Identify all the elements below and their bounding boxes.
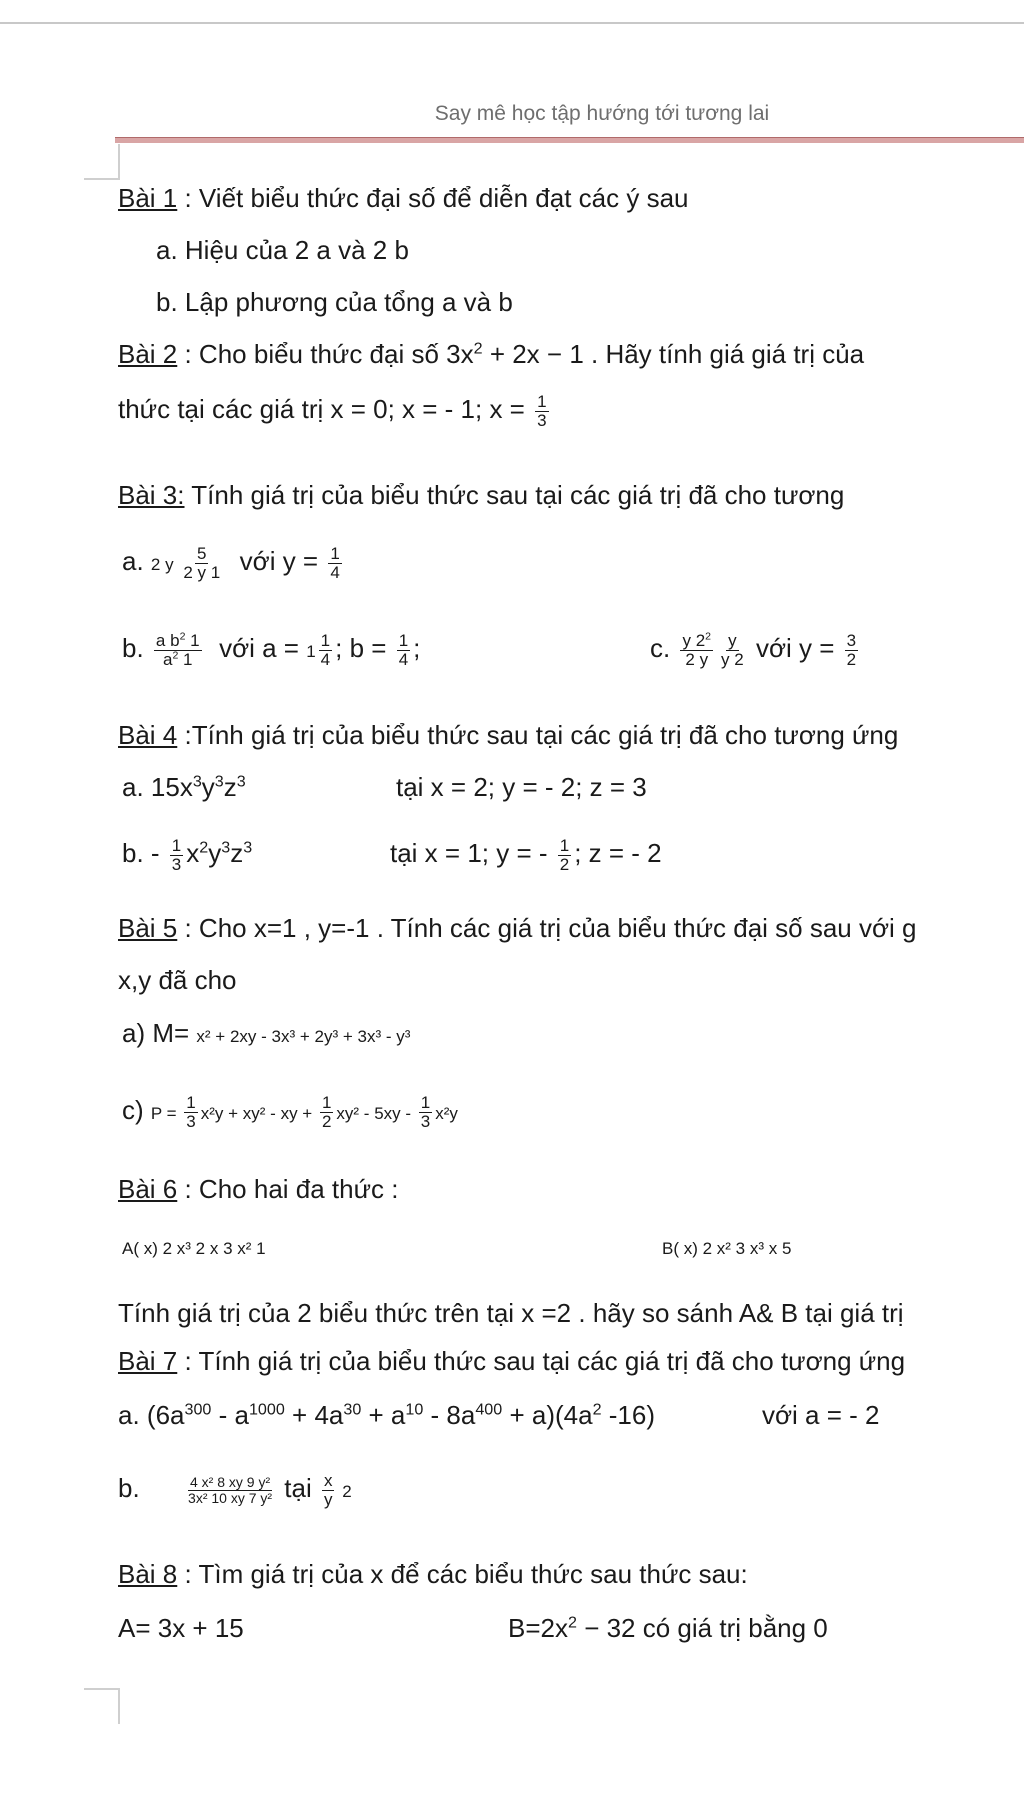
b4-b-den: 3 (171, 854, 182, 874)
b5-c-p: P = (150, 1104, 182, 1124)
b5-c-f3-den: 3 (420, 1111, 431, 1131)
b4-item-b: b. - $\frac{1}{3}$ $x^2y^3z^3$ (122, 836, 253, 874)
b3-b-den-exp: 2 (172, 649, 179, 662)
b2-fraction (535, 393, 548, 430)
b1-item-b: b. Lập phương của tổng a và b (156, 287, 513, 317)
b2-frac-den: 3 (537, 410, 547, 430)
b4-a-exp-z: 3 (236, 772, 246, 791)
b5-a-expr: x² + 2xy - 3x³ + 2y³ + 3x³ - y³ (196, 1027, 411, 1046)
b8-title: Bài 8 (118, 1559, 178, 1589)
b3-b-label: b. (122, 633, 144, 664)
b4-heading (118, 722, 898, 748)
b4-item-a: a. $15x^3y^3z^3$ (122, 772, 246, 802)
b4-a-exp-y: 3 (214, 772, 224, 791)
b3-title: Bài 3: (118, 480, 185, 510)
margin-corner-top (84, 144, 120, 180)
b7-item-a: a. $(6a^{300} - a^{1000} + 4a^{30} + a^{10} - 8a^{400} + a)(4a^2$ -16) (118, 1400, 655, 1430)
top-border (0, 22, 1024, 24)
b3-a-yfrac (328, 545, 341, 582)
b5-c-f2-den: 2 (321, 1111, 332, 1131)
b2-exp: 2 (473, 339, 483, 358)
b4-b-at2: ; z = - 2 (574, 838, 662, 869)
b4-b-yfrac (558, 837, 571, 874)
margin-corner-bottom (84, 1688, 120, 1724)
b1-text: : Viết biểu thức đại số để diễn đạt các ý sau (177, 183, 689, 213)
b3-a-y-den: 4 (330, 562, 340, 582)
b7-item-b (118, 1472, 352, 1509)
b3-a-num: 5 (197, 544, 207, 563)
b3-b-b-num: 1 (398, 631, 409, 650)
b3-b-bfrac (397, 632, 410, 669)
b3-c-num1-exp: 2 (705, 630, 712, 643)
b5-c-t1: x²y + xy² - xy + (200, 1104, 317, 1124)
b3-c-with: với y = (755, 633, 842, 664)
b5-title: Bài 5 (118, 913, 178, 943)
b3-b-with: với a = (219, 633, 307, 664)
b8-text: : Tìm giá trị của x để các biểu thức sau thức sau: (177, 1559, 748, 1589)
b6-title: Bài 6 (118, 1174, 178, 1204)
b6-poly-b: B( x) 2 x² 3 x³ x 5 (662, 1239, 792, 1258)
b3-c-y-num: 3 (846, 631, 857, 650)
b7-title: Bài 7 (118, 1346, 178, 1376)
b3-b-num (154, 632, 202, 651)
b3-c-label: c. (650, 633, 671, 664)
b3-b-den (161, 651, 195, 669)
b3-item-c (650, 632, 861, 669)
b5-a-label: a) M= (122, 1018, 197, 1048)
b3-b-mixed: 1 (306, 642, 316, 662)
b5-text: : Cho x=1 , y=-1 . Tính các giá trị của biểu thức đại số sau với g (177, 913, 917, 943)
b3-b-a-den: 4 (320, 649, 331, 669)
b5-item-c (122, 1094, 458, 1131)
b4-b-frac (170, 837, 183, 874)
b3-c-y-den: 2 (846, 649, 857, 669)
b3-c-yfrac (845, 632, 858, 669)
b3-a-frac (181, 545, 222, 582)
b3-a-pre: 2 y (150, 555, 179, 575)
b3-b-b-den: 4 (398, 649, 409, 669)
b3-c-frac2 (719, 632, 746, 669)
b7-b-den: 3x² 10 xy 7 y² (188, 1489, 273, 1506)
b5-c-f1-num: 1 (186, 1093, 196, 1112)
b3-a-label: a. (122, 546, 144, 577)
b3-b-den-tail: 1 (178, 649, 193, 669)
b4-b-y-num: 1 (559, 836, 570, 855)
b4-b-at1: tại x = 1; y = - (390, 838, 555, 869)
b3-heading (118, 482, 844, 508)
b7-b-label: b. (118, 1473, 140, 1504)
b3-item-a (122, 545, 345, 582)
b3-b-frac (154, 632, 202, 669)
b5-c-label: c) (122, 1095, 151, 1126)
b6-text: : Cho hai đa thức : (177, 1174, 399, 1204)
b7-b-x-num: x (323, 1471, 333, 1490)
b5-c-f1-den: 3 (186, 1111, 196, 1131)
b8-expr-a: A= 3x + 15 (118, 1613, 244, 1643)
b4-b-condition (390, 837, 662, 874)
b8-b1: B=2x (508, 1613, 568, 1643)
b8-heading (118, 1561, 748, 1587)
b1-title: Bài 1 (118, 183, 178, 213)
b2-text1: : Cho biểu thức đại số 3x (177, 339, 474, 369)
b1-item-a: a. Hiệu của 2 a và 2 b (156, 235, 409, 265)
b4-title: Bài 4 (118, 720, 178, 750)
b6-question: Tính giá trị của 2 biểu thức trên tại x =2 . hãy so sánh A& B tại giá trị (118, 1298, 904, 1328)
b6-poly-a: A( x) 2 x³ 2 x 3 x² 1 (122, 1239, 266, 1258)
b4-b-num: 1 (171, 836, 182, 855)
b7-b-num: 4 x² 8 xy 9 y² (189, 1474, 271, 1491)
b4-b-y-den: 2 (559, 854, 570, 874)
b4-a-expr: a. 15x (122, 772, 193, 802)
b3-a-with: với y = (239, 546, 326, 577)
b4-b-pre: b. - (122, 838, 167, 869)
b3-b-num-exp: 2 (179, 630, 186, 643)
b3-c-frac1 (680, 632, 713, 669)
b5-c-f3 (419, 1094, 432, 1131)
b7-b-x-den: y (323, 1489, 333, 1509)
b3-c-num1-text: y 2 (682, 631, 706, 650)
b3-c-num1 (680, 632, 713, 651)
header-text: Say mê học tập hướng tới tương lai (434, 102, 770, 125)
b7-b-frac (186, 1475, 274, 1505)
header-rule (115, 137, 1024, 143)
b5-c-f2-num: 1 (321, 1093, 332, 1112)
b3-a-y-num: 1 (330, 544, 340, 563)
b3-b-num-text: a b (155, 631, 180, 650)
b8-b2: − 32 có giá trị bằng 0 (576, 1613, 828, 1643)
b3-b-afrac (319, 632, 332, 669)
b7-b-eq: 2 (337, 1482, 352, 1502)
b7-a-condition: với a = - 2 (762, 1400, 880, 1430)
b2-line2 (118, 393, 552, 430)
b3-c-den1: 2 y (685, 649, 709, 669)
b2-line2-text: thức tại các giá trị x = 0; x = - 1; x = (118, 394, 533, 425)
b4-a-condition: tại x = 2; y = - 2; z = 3 (396, 772, 647, 802)
b2-title: Bài 2 (118, 339, 178, 369)
b3-b-mid: ; b = (335, 633, 394, 664)
b2-text2: + 2x − 1 . Hãy tính giá giá trị của (482, 339, 865, 369)
b5-c-f3-num: 1 (420, 1093, 431, 1112)
b3-b-den-text: a (163, 649, 173, 669)
b3-a-den: 2 y 1 (183, 562, 221, 582)
b7-heading (118, 1348, 905, 1374)
b5-c-f2 (320, 1094, 333, 1131)
b5-line2: x,y đã cho (118, 965, 237, 995)
b6-heading (118, 1176, 398, 1202)
b3-c-num2: y (728, 631, 737, 650)
b3-b-end: ; (413, 633, 421, 664)
b7-b-xfrac (322, 1472, 335, 1509)
b3-b-num-tail: 1 (185, 631, 200, 650)
page-header (0, 102, 1024, 126)
b5-c-t3: x²y (435, 1104, 458, 1124)
b2-frac-num: 1 (537, 392, 547, 411)
b7-text: : Tính giá trị của biểu thức sau tại các giá trị đã cho tương ứng (177, 1346, 906, 1376)
b7-b-tai: tại (284, 1473, 319, 1504)
b2-heading (118, 341, 864, 367)
b3-b-a-num: 1 (320, 631, 331, 650)
b5-item-a (122, 1020, 410, 1046)
b5-c-f1 (184, 1094, 197, 1131)
b4-a-exp-x: 3 (192, 772, 202, 791)
b4-text: :Tính giá trị của biểu thức sau tại các giá trị đã cho tương ứng (177, 720, 899, 750)
b1-heading (118, 185, 689, 211)
b5-heading (118, 915, 917, 941)
b3-c-den2: y 2 (721, 649, 744, 669)
b8-b-exp: 2 (568, 1613, 577, 1632)
b3-item-b (122, 632, 420, 669)
b5-c-t2: xy² - 5xy - (336, 1104, 416, 1124)
b3-text: Tính giá trị của biểu thức sau tại các giá trị đã cho tương (184, 480, 845, 510)
b8-expr-b (508, 1615, 828, 1641)
